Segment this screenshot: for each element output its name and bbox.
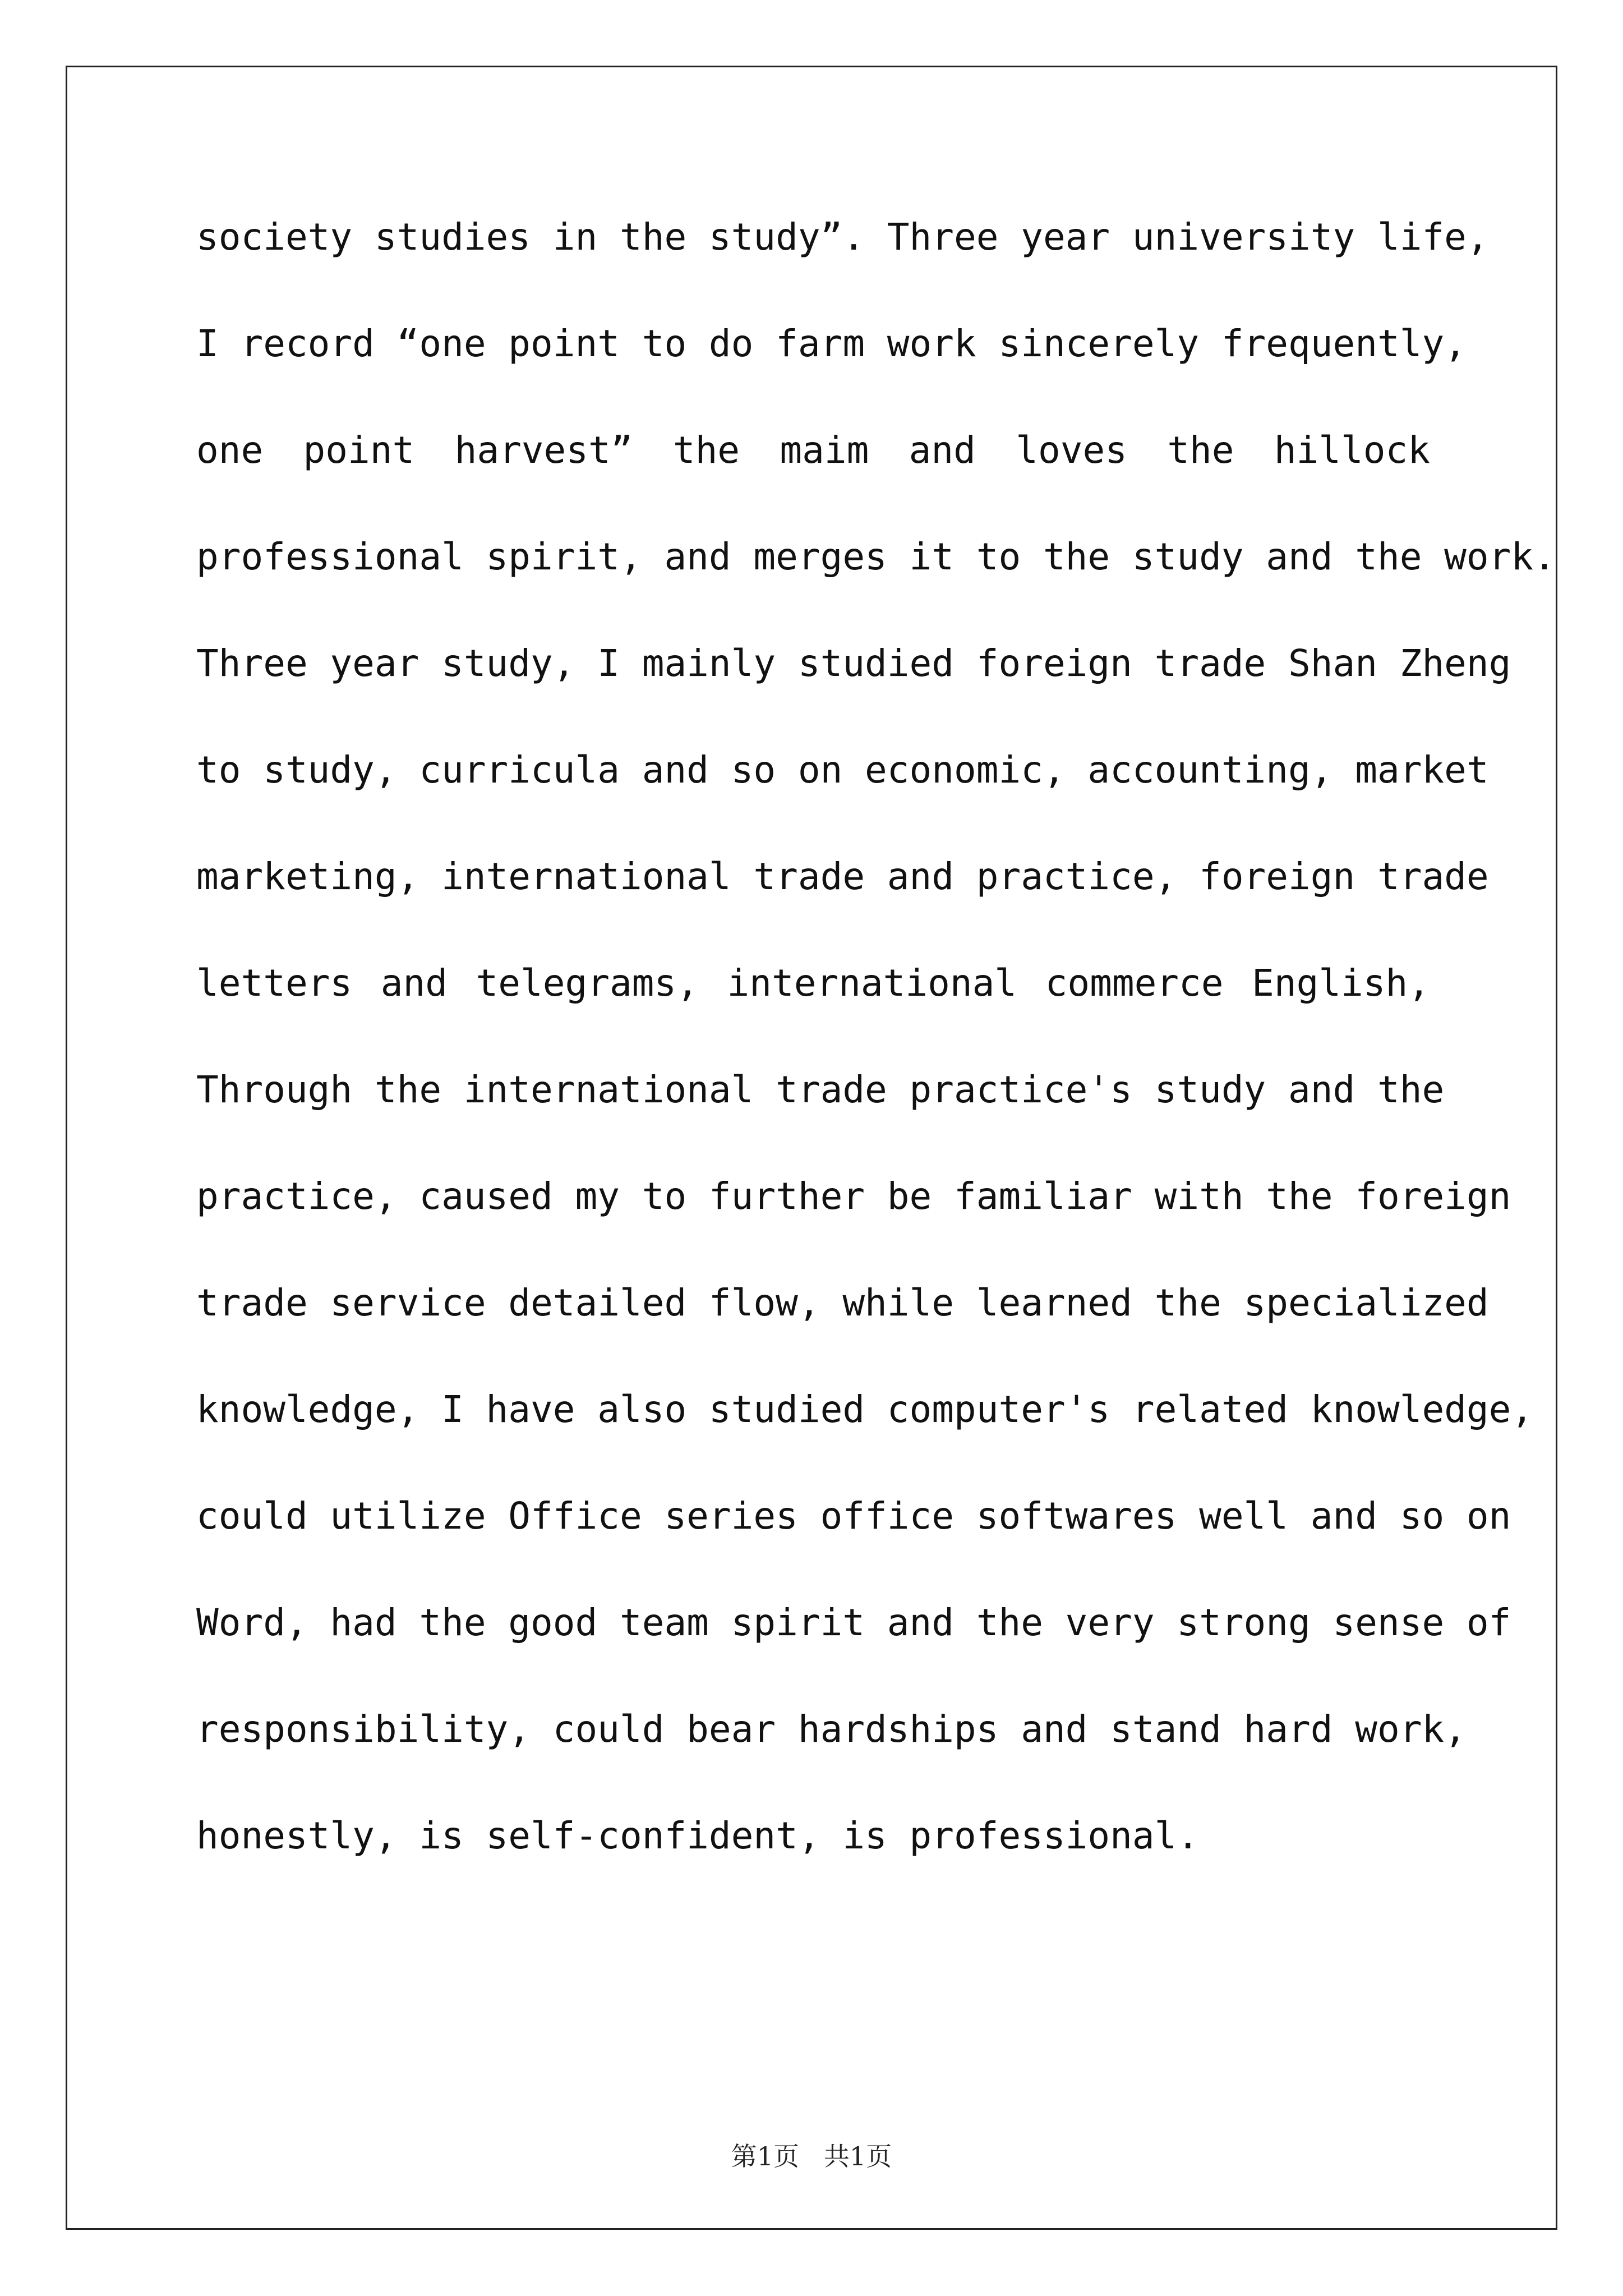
text-line: one point harvest” the maim and loves the hillock <box>196 429 1430 472</box>
text-line: knowledge, I have also studied computer's related knowledge, <box>196 1388 1534 1431</box>
text-line: Word, had the good team spirit and the very strong sense of <box>196 1601 1511 1644</box>
page-number: 第1页 共1页 <box>731 2141 892 2171</box>
text-line: trade service detailed flow, while learned the specialized <box>196 1281 1489 1324</box>
text-line: professional spirit, and merges it to the study and the work. <box>196 535 1556 578</box>
text-line: honestly, is self-confident, is professional. <box>196 1814 1200 1857</box>
text-line: Through the international trade practice's study and the <box>196 1068 1445 1111</box>
text-line: marketing, international trade and practice, foreign trade <box>196 855 1489 898</box>
text-line: to study, curricula and so on economic, accounting, market <box>196 748 1489 792</box>
body-paragraph <box>196 215 1556 1924</box>
text-line: responsibility, could bear hardships and stand hard work, <box>196 1708 1467 1751</box>
text-line: I record “one point to do farm work sincerely frequently, <box>196 322 1467 365</box>
text-line: society studies in the study”. Three year university life, <box>196 215 1489 259</box>
text-line: practice, caused my to further be familiar with the foreign <box>196 1175 1511 1218</box>
text-line: Three year study, I mainly studied foreign trade Shan Zheng <box>196 642 1511 685</box>
text-line: could utilize Office series office softwares well and so on <box>196 1494 1511 1538</box>
text-line: letters and telegrams, international commerce English, <box>196 961 1430 1005</box>
page-footer <box>0 2136 1623 2173</box>
